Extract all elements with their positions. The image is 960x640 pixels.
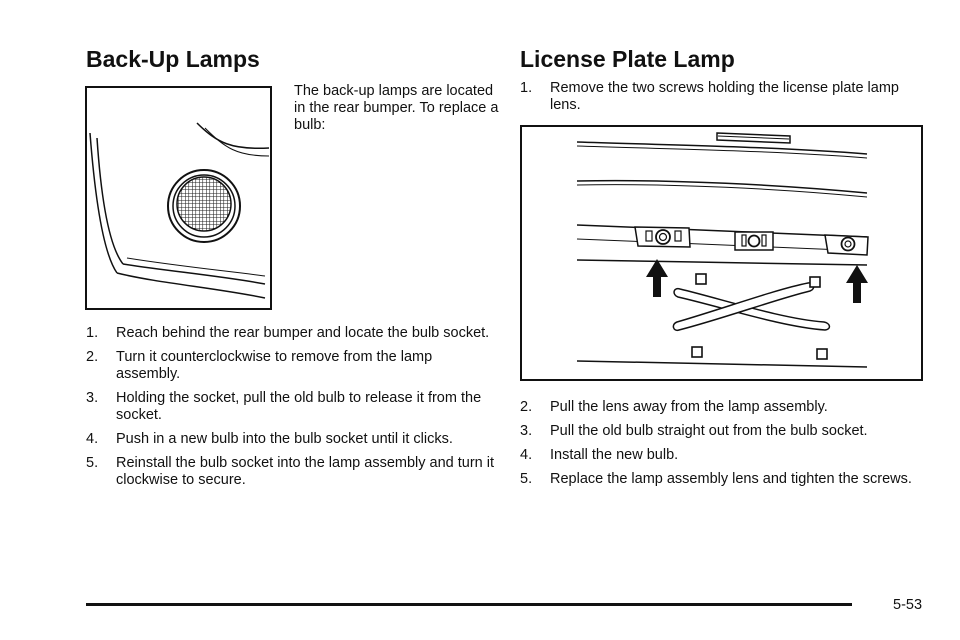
step-number: 1. <box>86 325 99 341</box>
list-item <box>520 423 930 440</box>
license-plate-lamp-steps-first <box>520 80 930 121</box>
step-text: Pull the lens away from the lamp assembly. <box>550 399 828 415</box>
list-item <box>86 349 496 383</box>
step-text: Install the new bulb. <box>550 447 679 463</box>
list-item <box>520 447 930 464</box>
list-item <box>86 431 496 448</box>
step-number: 4. <box>86 431 99 447</box>
step-number: 3. <box>520 423 533 439</box>
section-heading-back-up-lamps: Back-Up Lamps <box>86 46 260 72</box>
back-up-lamps-intro: The back-up lamps are located in the rear bumper. To replace a bulb: <box>294 83 499 133</box>
back-up-lamp-drawing <box>87 88 270 308</box>
step-number: 5. <box>520 471 533 487</box>
page-number: 5-53 <box>893 597 923 613</box>
license-plate-lamp-illustration <box>520 125 923 381</box>
step-text: Remove the two screws holding the license plate lamp lens. <box>550 80 899 113</box>
license-plate-lamp-drawing <box>522 127 921 379</box>
step-number: 3. <box>86 390 99 406</box>
step-text: Reinstall the bulb socket into the lamp assembly and turn it clockwise to secure. <box>116 455 495 488</box>
list-item <box>520 399 930 416</box>
step-text: Replace the lamp assembly lens and tighten the screws. <box>550 471 912 487</box>
step-text: Holding the socket, pull the old bulb to release it from the socket. <box>116 390 482 423</box>
list-item <box>86 390 496 424</box>
list-item <box>86 455 496 489</box>
step-text: Push in a new bulb into the bulb socket until it clicks. <box>116 431 453 447</box>
list-item <box>520 471 930 488</box>
footer-divider <box>86 603 852 606</box>
list-item <box>86 325 496 342</box>
back-up-lamp-illustration <box>85 86 272 310</box>
section-heading-license-plate-lamp: License Plate Lamp <box>520 46 735 72</box>
back-up-lamps-steps <box>86 325 496 496</box>
step-number: 2. <box>86 349 99 365</box>
step-number: 2. <box>520 399 533 415</box>
step-number: 4. <box>520 447 533 463</box>
step-text: Turn it counterclockwise to remove from the lamp assembly. <box>116 349 433 382</box>
list-item <box>520 80 930 114</box>
step-number: 5. <box>86 455 99 471</box>
step-number: 1. <box>520 80 533 96</box>
step-text: Reach behind the rear bumper and locate the bulb socket. <box>116 325 490 341</box>
license-plate-lamp-steps-rest <box>520 399 930 495</box>
step-text: Pull the old bulb straight out from the bulb socket. <box>550 423 868 439</box>
